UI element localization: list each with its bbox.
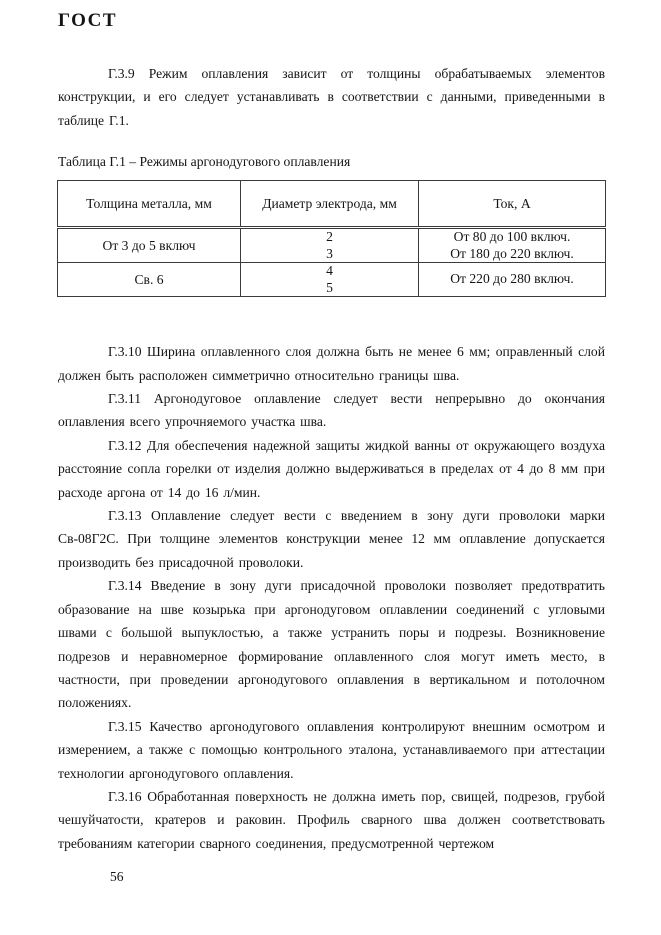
doc-code-title: ГОСТ (58, 10, 118, 31)
cell-diameters (241, 228, 419, 263)
cell-thickness: Св. 6 (58, 263, 241, 297)
paragraph-g3-9: Г.3.9 Режим оплавления зависит от толщины обрабатываемых элементов конструкции, и его следует устанавливать в соответствии с данными, приведенными в таблице Г.1. (58, 66, 605, 128)
col-header-current: Ток, А (419, 181, 606, 228)
paragraph-g3-11: Г.3.11 Аргонодуговое оплавление следует вести непрерывно до окончания оплавления всего упрочняемого участка шва. (58, 391, 605, 430)
cell-line: От 80 до 100 включ. (453, 229, 571, 245)
paragraph-g3-15: Г.3.15 Качество аргонодугового оплавления контролируют внешним осмотром и измерением, а также с помощью контрольного эталона, устанавливаемого при аттестации технологии аргонодугового оплавления. (58, 718, 605, 781)
cell-line: 2 (326, 229, 333, 245)
welding-modes-table (57, 180, 606, 297)
table-caption: Таблица Г.1 – Режимы аргонодугового оплавления (58, 154, 351, 170)
page-number: 56 (110, 869, 124, 884)
paragraph-g3-16: Г.3.16 Обработанная поверхность не должна иметь пор, свищей, подрезов, грубой чешуйчатости, кратеров и раковин. Профиль сварного шва должен соответствовать требованиям категории сварного соединения, предусмотренной чертежом (58, 788, 605, 851)
paragraph-g3-13: Г.3.13 Оплавление следует вести с введением в зону дуги проволоки марки Св-08Г2С. При толщине элементов конструкции менее 12 мм оплавление допускается производить без присадочной проволоки. (58, 508, 605, 570)
cell-line: 4 (326, 263, 333, 279)
table-header-row (58, 181, 606, 228)
paragraph-g3-14: Г.3.14 Введение в зону дуги присадочной проволоки позволяет предотвратить образование на шве козырька при аргонодуговом оплавлении соединений с угловыми швами с большой выпуклостью, а также устранить поры и подрезы. Возникновение подрезов и неравномерное формирование оплавленного слоя могут иметь место, в частности, при проведении аргонодугового оплавления в вертикальном и потолочном положениях. (58, 578, 605, 711)
table-row (58, 228, 606, 263)
cell-thickness: От 3 до 5 включ (58, 228, 241, 263)
paragraph-g3-12: Г.3.12 Для обеспечения надежной защиты жидкой ванны от окружающего воздуха расстояние сопла горелки от изделия должно выдерживаться в пределах от 4 до 8 мм при расходе аргона от 14 до 16 л/мин. (58, 437, 605, 500)
cell-line: От 180 до 220 включ. (450, 245, 574, 261)
paragraph-g3-10: Г.3.10 Ширина оплавленного слоя должна быть не менее 6 мм; оправленный слой должен быть расположен симметрично относительно границы шва. (58, 344, 605, 383)
cell-currents (419, 228, 606, 263)
cell-diameters (241, 263, 419, 297)
cell-line: 3 (326, 245, 333, 261)
col-header-metal-thickness: Толщина металла, мм (58, 181, 241, 228)
col-header-electrode-diameter: Диаметр электрода, мм (241, 181, 419, 228)
cell-line: 5 (326, 279, 333, 295)
clauses-block (58, 340, 605, 855)
cell-line: От 220 до 280 включ. (450, 271, 574, 287)
cell-currents (419, 263, 606, 297)
table-row (58, 263, 606, 297)
